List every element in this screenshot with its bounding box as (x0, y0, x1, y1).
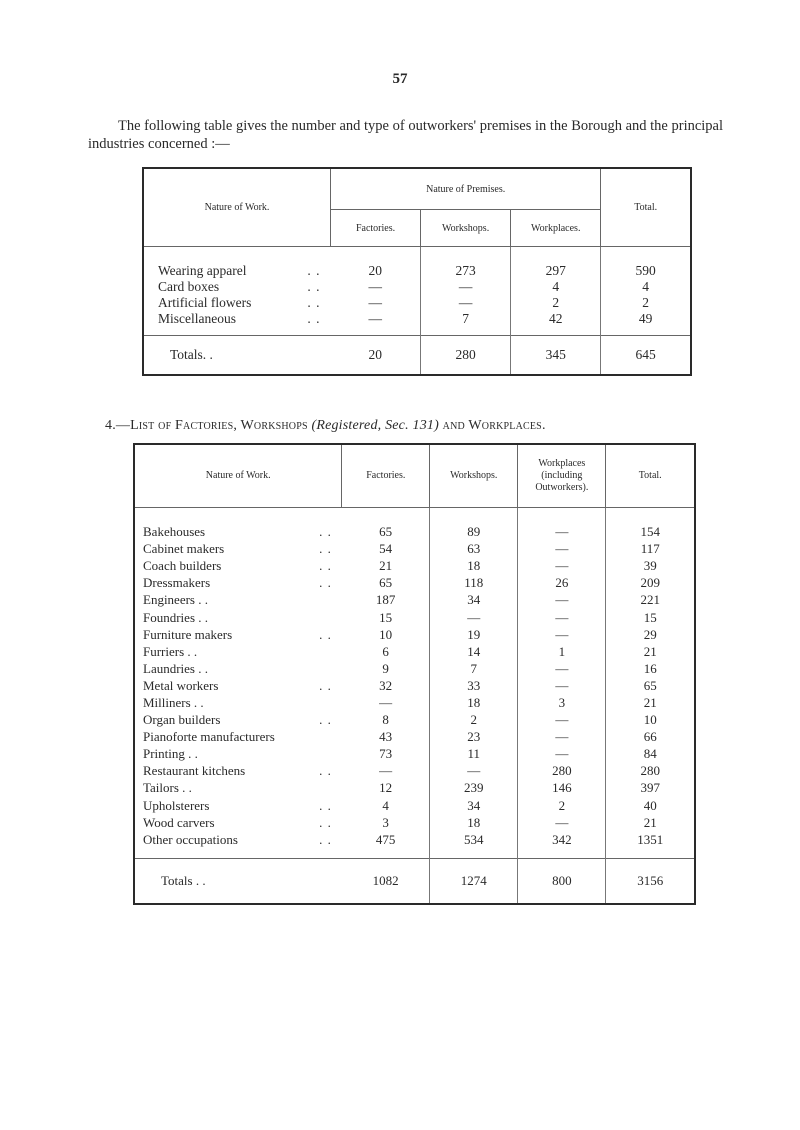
cell-workplaces: — (518, 540, 606, 557)
cell-workplaces: — (518, 660, 606, 677)
table-row (134, 643, 695, 660)
row-label-cell (134, 677, 342, 694)
row-label-cell (134, 508, 342, 541)
table2-title-part2: and Workplaces. (442, 418, 546, 433)
cell-workplaces: — (518, 745, 606, 762)
row-label-cell (143, 295, 331, 311)
row-label-cell (134, 626, 342, 643)
cell-factories: 65 (342, 574, 430, 591)
row-label-cell (134, 608, 342, 625)
cell-workplaces: — (518, 557, 606, 574)
row-label: Printing . . (143, 746, 198, 762)
row-label: Milliners . . (143, 694, 204, 710)
cell-workplaces: 342 (518, 831, 606, 859)
row-label: Foundries . . (143, 609, 208, 625)
row-label-cell (134, 762, 342, 779)
row-label: Furniture makers (143, 626, 233, 642)
row-label-cell (143, 247, 331, 280)
table2-title (105, 418, 546, 434)
cell-workshops: 7 (430, 660, 518, 677)
cell-total: 10 (643, 712, 657, 728)
cell-total: 1351 (637, 831, 664, 847)
header-factories: Factories. (342, 444, 430, 508)
cell-factories: 4 (342, 797, 430, 814)
row-label: Upholsterers (143, 797, 210, 813)
row-leader-dots: . . (319, 831, 332, 847)
cell-total: 397 (640, 780, 660, 796)
table-row (134, 797, 695, 814)
cell-workshops: 19 (430, 626, 518, 643)
cell-total: 40 (643, 797, 657, 813)
table-row (143, 311, 691, 336)
cell-workshops: — (421, 279, 511, 295)
cell-total: 65 (643, 677, 657, 693)
intro-text: The following table gives the number and type of outworkers' premises in the Borough and the principal industries concerned :— (88, 118, 724, 152)
cell-workplaces: — (518, 728, 606, 745)
table-row (134, 660, 695, 677)
cell-workshops: 18 (430, 694, 518, 711)
row-label: Organ builders (143, 712, 221, 728)
table-row (143, 247, 691, 280)
outworkers-premises-table (142, 167, 692, 376)
cell-workplaces: — (518, 814, 606, 831)
cell-workplaces: — (518, 508, 606, 541)
cell-factories: — (342, 694, 430, 711)
page-number: 57 (392, 71, 408, 87)
row-label-cell (134, 557, 342, 574)
cell-total: 209 (640, 575, 660, 591)
cell-factories: — (331, 279, 421, 295)
header-workplaces-line1: Workplaces (538, 458, 586, 469)
row-leader-dots: . . (319, 626, 332, 642)
cell-workplaces: 1 (518, 643, 606, 660)
cell-workplaces: — (518, 626, 606, 643)
factories-workshops-table (133, 443, 696, 905)
cell-workshops: 34 (430, 797, 518, 814)
totals-workplaces: 800 (518, 858, 606, 904)
cell-total: 4 (642, 279, 650, 294)
cell-workplaces: 3 (518, 694, 606, 711)
cell-workplaces: — (518, 711, 606, 728)
totals-factories: 20 (331, 336, 421, 376)
table-row (134, 591, 695, 608)
cell-workshops: 118 (430, 574, 518, 591)
table-row (134, 762, 695, 779)
table-row (134, 831, 695, 859)
cell-workshops: — (430, 608, 518, 625)
cell-total: 84 (643, 746, 657, 762)
row-label: Laundries . . (143, 660, 208, 676)
cell-total: 66 (643, 729, 657, 745)
table-row (134, 677, 695, 694)
table2-title-part1: List of Factories, Workshops (130, 418, 308, 433)
row-label-cell (134, 591, 342, 608)
header-nature-of-work: Nature of Work. (143, 168, 331, 247)
table-row (134, 574, 695, 591)
row-label: Engineers . . (143, 592, 208, 608)
row-leader-dots: . . (319, 575, 332, 591)
row-label: Card boxes (158, 279, 220, 294)
totals-label: Totals. . (143, 336, 331, 376)
row-label-cell (134, 814, 342, 831)
cell-workplaces: 26 (518, 574, 606, 591)
totals-workshops: 1274 (430, 858, 518, 904)
totals-row (134, 858, 695, 904)
row-label: Tailors . . (143, 780, 192, 796)
table-row (134, 779, 695, 796)
header-workshops: Workshops. (430, 444, 518, 508)
header-workplaces-line3: Outworkers). (535, 482, 589, 493)
row-label-cell (134, 694, 342, 711)
row-leader-dots: . . (319, 797, 332, 813)
cell-factories: 65 (342, 508, 430, 541)
intro-paragraph (88, 117, 768, 153)
cell-factories: 475 (342, 831, 430, 859)
totals-total: 645 (601, 336, 691, 376)
row-label: Restaurant kitchens (143, 763, 246, 779)
row-leader-dots: . . (319, 558, 332, 574)
row-label: Miscellaneous (158, 311, 236, 326)
row-leader-dots: . . (319, 763, 332, 779)
cell-workshops: 11 (430, 745, 518, 762)
row-label-cell (134, 779, 342, 796)
cell-total: 49 (638, 311, 653, 326)
cell-workshops: 7 (421, 311, 511, 336)
row-label-cell (134, 831, 342, 859)
row-leader-dots: . . (307, 311, 321, 326)
row-label: Wearing apparel (158, 263, 247, 278)
cell-workshops: 273 (421, 247, 511, 280)
table-row (134, 694, 695, 711)
cell-factories: — (342, 762, 430, 779)
cell-factories: 8 (342, 711, 430, 728)
cell-factories: 73 (342, 745, 430, 762)
row-label: Pianoforte manufacturers (143, 729, 275, 745)
row-leader-dots: . . (319, 814, 332, 830)
row-leader-dots: . . (307, 295, 321, 310)
cell-factories: — (331, 311, 421, 336)
totals-workplaces: 345 (511, 336, 601, 376)
cell-workshops: 23 (430, 728, 518, 745)
header-total: Total. (601, 168, 691, 247)
cell-workplaces: 297 (511, 247, 601, 280)
cell-factories: — (331, 295, 421, 311)
table-row (134, 711, 695, 728)
cell-factories: 20 (331, 247, 421, 280)
cell-workshops: 63 (430, 540, 518, 557)
row-label: Wood carvers (143, 814, 215, 830)
row-label: Cabinet makers (143, 541, 225, 557)
row-leader-dots: . . (319, 712, 332, 728)
header-workshops: Workshops. (421, 210, 511, 247)
cell-total: 590 (635, 263, 656, 278)
cell-workshops: 89 (430, 508, 518, 541)
cell-total: 16 (643, 660, 657, 676)
row-label-cell (134, 643, 342, 660)
header-nature-of-work: Nature of Work. (134, 444, 342, 508)
table-row (134, 728, 695, 745)
table-row (143, 279, 691, 295)
row-label-cell (134, 745, 342, 762)
totals-row (143, 336, 691, 376)
cell-workplaces: — (518, 677, 606, 694)
cell-factories: 3 (342, 814, 430, 831)
row-label: Artificial flowers (158, 295, 252, 310)
row-leader-dots: . . (319, 524, 332, 540)
table-row (134, 540, 695, 557)
cell-workplaces: 4 (511, 279, 601, 295)
row-label-cell (134, 797, 342, 814)
cell-workshops: 239 (430, 779, 518, 796)
cell-total: 21 (643, 643, 657, 659)
row-label-cell (134, 711, 342, 728)
totals-label (134, 858, 342, 904)
cell-workplaces: 280 (518, 762, 606, 779)
cell-factories: 6 (342, 643, 430, 660)
table2-title-italic: (Registered, Sec. 131) (311, 418, 439, 433)
row-label: Furriers . . (143, 643, 198, 659)
table-row (134, 557, 695, 574)
cell-factories: 9 (342, 660, 430, 677)
cell-factories: 54 (342, 540, 430, 557)
header-factories: Factories. (331, 210, 421, 247)
row-label-cell (134, 540, 342, 557)
header-total: Total. (606, 444, 695, 508)
cell-total: 221 (640, 592, 660, 608)
table-row (134, 814, 695, 831)
cell-total: 154 (640, 524, 660, 540)
row-leader-dots: . . (319, 677, 332, 693)
cell-factories: 10 (342, 626, 430, 643)
table-row (134, 626, 695, 643)
cell-total: 39 (643, 558, 657, 574)
row-label: Coach builders (143, 558, 222, 574)
header-workplaces: Workplaces. (511, 210, 601, 247)
cell-factories: 43 (342, 728, 430, 745)
cell-workplaces: 42 (511, 311, 601, 336)
totals-factories: 1082 (342, 858, 430, 904)
cell-factories: 21 (342, 557, 430, 574)
totals-workshops: 280 (421, 336, 511, 376)
cell-total: 2 (642, 295, 650, 310)
row-label-cell (134, 574, 342, 591)
row-label: Other occupations (143, 831, 238, 847)
cell-workshops: 18 (430, 814, 518, 831)
table-row (134, 745, 695, 762)
cell-total: 280 (640, 763, 660, 779)
row-label: Bakehouses (143, 524, 206, 540)
table-row (134, 608, 695, 625)
cell-total: 21 (643, 694, 657, 710)
header-workplaces (518, 444, 606, 508)
cell-workshops: 14 (430, 643, 518, 660)
row-label-cell (134, 728, 342, 745)
row-label-cell (143, 279, 331, 295)
cell-workplaces: — (518, 608, 606, 625)
cell-workshops: 34 (430, 591, 518, 608)
row-leader-dots: . . (307, 279, 321, 294)
cell-factories: 32 (342, 677, 430, 694)
cell-workshops: 2 (430, 711, 518, 728)
cell-workplaces: 2 (511, 295, 601, 311)
table-row (143, 295, 691, 311)
cell-workplaces: 146 (518, 779, 606, 796)
cell-workplaces: — (518, 591, 606, 608)
cell-total: 15 (643, 609, 657, 625)
totals-label-text: Totals . . (161, 872, 206, 888)
cell-workplaces: 2 (518, 797, 606, 814)
cell-factories: 12 (342, 779, 430, 796)
table-row (134, 508, 695, 541)
header-nature-of-premises: Nature of Premises. (331, 168, 601, 210)
header-workplaces-line2: (including (541, 470, 583, 481)
cell-factories: 15 (342, 608, 430, 625)
row-leader-dots: . . (307, 263, 321, 278)
cell-workshops: 18 (430, 557, 518, 574)
totals-total: 3156 (606, 858, 695, 904)
cell-total: 21 (643, 814, 657, 830)
cell-workshops: — (421, 295, 511, 311)
cell-workshops: — (430, 762, 518, 779)
row-label: Dressmakers (143, 575, 211, 591)
row-label-cell (143, 311, 331, 336)
cell-total: 117 (640, 541, 660, 557)
table2-title-prefix: 4.— (105, 418, 131, 433)
row-label-cell (134, 660, 342, 677)
row-label: Metal workers (143, 677, 219, 693)
cell-total: 29 (643, 626, 657, 642)
cell-workshops: 33 (430, 677, 518, 694)
row-leader-dots: . . (319, 541, 332, 557)
cell-factories: 187 (342, 591, 430, 608)
cell-workshops: 534 (430, 831, 518, 859)
